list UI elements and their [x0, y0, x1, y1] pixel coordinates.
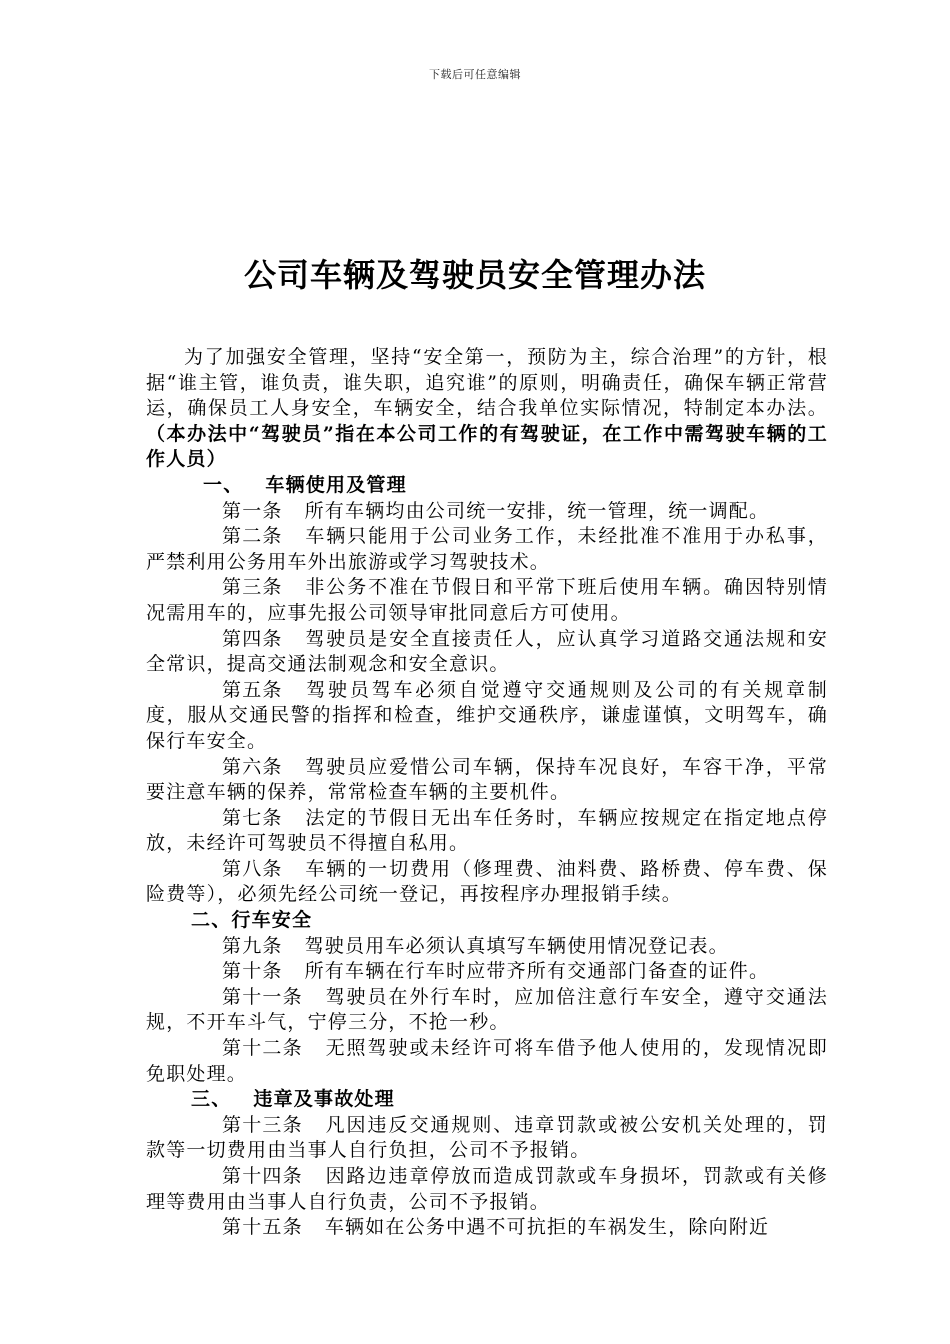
article-text: 驾驶员是安全直接责任人，应认真学习道路交通法规和安全常识，提高交通法制观念和安全意识。 [146, 627, 828, 676]
article-13 [146, 1113, 828, 1164]
article-text: 所有车辆在行车时应带齐所有交通部门备查的证件。 [304, 960, 770, 983]
intro-paragraph [146, 345, 828, 473]
article-text: 凡因违反交通规则、违章罚款或被公安机关处理的，罚款等一切费用由当事人自行负担，公司不予报销。 [146, 1113, 828, 1162]
article-number: 第十五条 [222, 1216, 303, 1239]
section-heading-2 [146, 908, 828, 934]
section-number: 三、 [191, 1088, 232, 1111]
article-text: 所有车辆均由公司统一安排，统一管理，统一调配。 [304, 499, 770, 522]
section-title: 违章及事故处理 [253, 1088, 395, 1111]
article-number: 第四条 [222, 627, 283, 650]
article-number: 第二条 [222, 525, 283, 548]
article-1 [146, 499, 828, 525]
article-number: 第三条 [222, 576, 283, 599]
section-number: 一、 [203, 473, 244, 496]
article-number: 第十条 [222, 960, 283, 983]
intro-text: 为了加强安全管理，坚持“安全第一，预防为主，综合治理”的方针，根据“谁主管，谁负责，谁失职，追究谁”的原则，明确责任，确保车辆正常营运，确保员工人身安全，车辆安全，结合我单位实际情况，特制定本办法。 [146, 346, 828, 420]
article-12 [146, 1036, 828, 1087]
article-text: 驾驶员在外行车时，应加倍注意行车安全，遵守交通法规，不开车斗气，宁停三分，不抢一秒。 [146, 985, 828, 1034]
section-heading-1 [146, 473, 828, 499]
article-9 [146, 934, 828, 960]
article-text: 无照驾驶或未经许可将车借予他人使用的，发现情况即免职处理。 [146, 1037, 828, 1085]
article-text: 因路边违章停放而造成罚款或车身损坏，罚款或有关修理等费用由当事人自行负责，公司不予报销。 [146, 1165, 828, 1213]
article-15 [146, 1215, 828, 1241]
article-number: 第八条 [222, 857, 283, 880]
article-number: 第十三条 [222, 1113, 303, 1136]
page-header-note: 下载后可任意编辑 [429, 68, 521, 81]
article-11 [146, 985, 828, 1036]
article-2 [146, 524, 828, 575]
article-6 [146, 755, 828, 806]
article-7 [146, 806, 828, 857]
section-title: 行车安全 [231, 909, 313, 932]
article-4 [146, 627, 828, 678]
article-14 [146, 1164, 828, 1215]
article-10 [146, 959, 828, 985]
article-text: 驾驶员应爱惜公司车辆，保持车况良好，车容干净，平常要注意车辆的保养，常常检查车辆的主要机件。 [146, 755, 828, 804]
article-5 [146, 678, 828, 755]
section-title: 车辆使用及管理 [265, 473, 407, 496]
article-3 [146, 575, 828, 626]
article-number: 第七条 [222, 806, 283, 829]
article-text: 车辆的一切费用（修理费、油料费、路桥费、停车费、保险费等），必须先经公司统一登记，再按程序办理报销手续。 [146, 857, 828, 906]
article-number: 第十二条 [222, 1037, 303, 1060]
article-text: 驾驶员用车必须认真填写车辆使用情况登记表。 [304, 934, 729, 957]
article-text: 驾驶员驾车必须自觉遵守交通规则及公司的有关规章制度，服从交通民警的指挥和检查，维护交通秩序，谦虚谨慎，文明驾车，确保行车安全。 [146, 678, 828, 752]
article-text: 车辆如在公务中遇不可抗拒的车祸发生，除向附近 [324, 1216, 770, 1239]
article-number: 第五条 [222, 678, 283, 701]
intro-bold-note: （本办法中“驾驶员”指在本公司工作的有驾驶证，在工作中需驾驶车辆的工作人员） [146, 422, 828, 471]
article-number: 第六条 [222, 755, 283, 778]
section-number: 二、 [191, 909, 232, 932]
section-heading-3 [146, 1087, 828, 1113]
document-body [146, 345, 828, 1241]
article-number: 第十四条 [222, 1165, 303, 1187]
article-text: 车辆只能用于公司业务工作，未经批准不准用于办私事，严禁利用公务用车外出旅游或学习驾驶技术。 [146, 525, 828, 573]
document-title: 公司车辆及驾驶员安全管理办法 [243, 256, 706, 294]
article-number: 第九条 [222, 934, 283, 957]
article-text: 法定的节假日无出车任务时，车辆应按规定在指定地点停放，未经许可驾驶员不得擅自私用。 [146, 806, 828, 855]
article-number: 第一条 [222, 499, 283, 522]
article-text: 非公务不准在节假日和平常下班后使用车辆。确因特别情况需用车的，应事先报公司领导审批同意后方可使用。 [146, 576, 828, 624]
article-8 [146, 857, 828, 908]
article-number: 第十一条 [222, 985, 303, 1008]
